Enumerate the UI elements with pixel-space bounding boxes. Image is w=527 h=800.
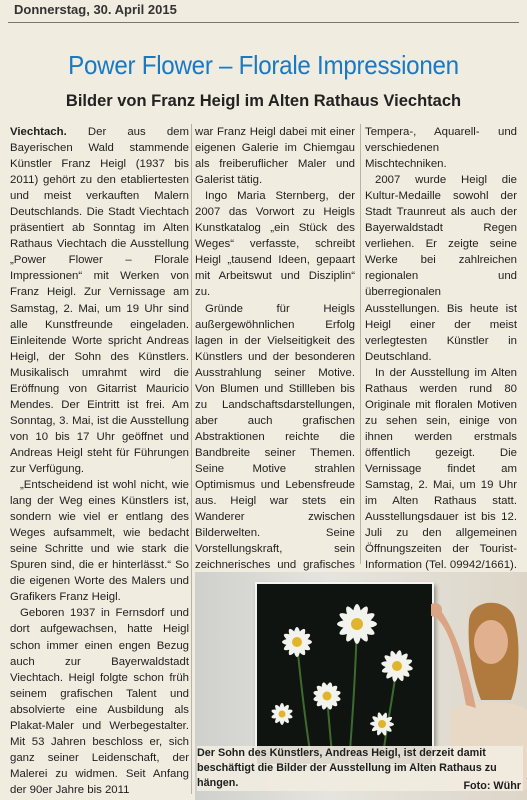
paragraph: Tempera-, Aquarell- und verschiedenen Mischtechniken. [365,126,517,171]
header-rule [8,22,519,23]
paragraph: Gründe für Heigls außergewöhnlichen Erfolg lagen in der Vielseitigkeit des Künstlers und der besonderen Ausstrahlung seiner Motive. Von Blumen und Stillleben bis zu Landschaftsdarstellungen, aber auch grafischen Abstraktionen reichte die Bandbreite seiner Themen. Seine Motive strahlen Optimismus und Lebensfreude aus. Heigl war stets ein Wanderer zwischen Bilderwelten. Seine Vorstellungskraft, sein zeichnerisches und grafisches [195,302,355,572]
article-column-1 [10,124,189,794]
daisy-painting-graphic [257,584,432,764]
column-divider [360,124,361,564]
column-divider [191,124,192,794]
article-headline: Power Flower – Florale Impressionen [68,50,459,80]
dateline: Donnerstag, 30. April 2015 [14,2,177,17]
paragraph: 2007 wurde Heigl die Kultur-Medaille sowohl der Stadt Traunreut als auch der Bayerwaldstadt Regen verliehen. Er zeigte seine Werke bei zahlreichen regionalen und überregionalen Ausstellungen. Bis heute ist Heigl einer der meist verlegtesten Künstler in Deutschland. [365,174,517,363]
paragraph: Geboren 1937 in Fernsdorf und dort aufgewachsen, hatte Heigl schon immer einen engen Bezug auch zur Bayerwaldstadt Viechtach. Heigl folgte schon früh seinem grafischen Talent und absolvierte eine Ausbildung als Plakat-Maler und Werbegestalter. Mit 53 Jahren beschloss er, sich ganz seiner Leidenschaft, der Malerei zu widmen. Seit Anfang der 90er Jahre bis 2011 [10,607,189,796]
paragraph [10,124,189,477]
flower-painting [255,582,434,766]
article-subheadline: Bilder von Franz Heigl im Alten Rathaus Viechtach [65,92,462,110]
paragraph: „Entscheidend ist wohl nicht, wie lang der Weg eines Künstlers ist, sondern wie viel er entlang des Weges aufsammelt, wie bedacht seine Schritte und wie stark die Spuren sind, die er hinterlässt.“ So die eigenen Worte des Malers und Grafikers Franz Heigl. [10,479,189,604]
paragraph-text: Der aus dem Bayerischen Wald stammende Künstler Franz Heigl (1937 bis 2011) gehört zu den etabliertesten und meist verkauften Malern Deutschlands. Die Stadt Viechtach präsentiert ab Sonntag im Alten Rathaus Viechtach die Ausstellung „Power Flower – Florale Impressionen“ mit Werken von Franz Heigl. Zur Vernissage am Samstag, 2. Mai, um 19 Uhr sind alle Kunstfreunde eingeladen. Einleitende Worte spricht Andreas Heigl, der Sohn des Künstlers. Musikalisch umrahmt wird die Eröffnung von Gitarrist Mauricio Mendes. Der Eintritt ist frei. Am Sonntag, 3. Mai, ist die Ausstellung von 10 bis 17 Uhr geöffnet und Andreas Heigl steht für Führungen zur Verfügung. [10,126,189,475]
article-column-3 [365,124,517,588]
paragraph: war Franz Heigl dabei mit einer eigenen Galerie im Chiemgau als freiberuflicher Maler und Galerist tätig. [195,126,355,187]
paragraph: In der Ausstellung im Alten Rathaus werden rund 80 Originale mit floralen Motiven zu sehen sein, einige von ihnen werden erstmals öffentlich gezeigt. Die Vernissage findet am Samstag, 2. Mai, um 19 Uhr im Alten Rathaus statt. Ausstellungsdauer ist bis 12. Juli zu den allgemeinen Öffnungszeiten der Tourist-Information (Tel. 09942/1661). [365,366,517,572]
article-column-2 [195,124,355,588]
photo-caption: Der Sohn des Künstlers, Andreas Heigl, ist derzeit damit beschäftigt die Bilder der Ausstellung im Alten Rathaus zu hängen. [197,746,523,791]
photo-credit: Foto: Wühr [463,780,521,792]
paragraph: Ingo Maria Sternberg, der 2007 das Vorwort zu Heigls Kunstkatalog „ein Stück des Weges“ verfasste, schreibt Heigl „tausend Ideen, gepaart mit Arbeitswut und Disziplin“ zu. [195,190,355,299]
place-name: Viechtach. [10,126,67,138]
